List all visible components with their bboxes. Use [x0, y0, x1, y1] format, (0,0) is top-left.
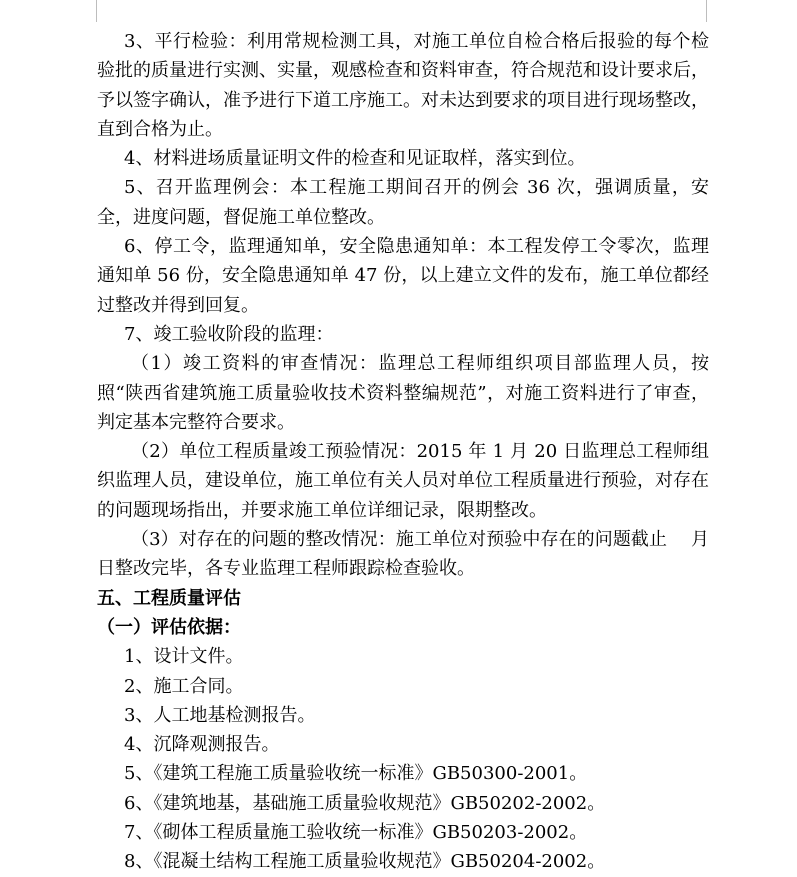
list-item: 1、设计文件。 — [124, 646, 244, 668]
paragraph-completion-documents-review: （1）竣工资料的审查情况：监理总工程师组织项目部监理人员，按照“陕西省建筑施工质量验收技术资料整编规范”，对施工资料进行了审查，判定基本完整符合要求。 — [97, 353, 709, 433]
list-item: 6、《建筑地基，基础施工质量验收规范》GB50202-2002。 — [124, 792, 606, 814]
paragraph-supervision-meetings: 5、召开监理例会：本工程施工期间召开的例会 36 次，强调质量，安全，进度问题，督促施工单位整改。 — [97, 177, 709, 228]
paragraph-stop-work-orders: 6、停工令，监理通知单，安全隐患通知单：本工程发停工令零次，监理通知单 56 份，安全隐患通知单 47 份，以上建立文件的发布，施工单位都经过整改并得到回复。 — [97, 236, 709, 316]
list-item: 8、《混凝土结构工程施工质量验收规范》GB50204-2002。 — [124, 851, 606, 873]
list-item: 2、施工合同。 — [124, 675, 244, 697]
paragraph-completion-acceptance: 7、竣工验收阶段的监理： — [124, 323, 334, 345]
paragraph-material-inspection: 4、材料进场质量证明文件的检查和见证取样，落实到位。 — [124, 148, 586, 170]
list-item: 4、沉降观测报告。 — [124, 734, 280, 756]
basis-list — [97, 642, 709, 876]
list-item: 7、《砌体工程质量施工验收统一标准》GB50203-2002。 — [124, 822, 588, 844]
document-page — [97, 27, 727, 877]
section-subheading: （一）评估依据： — [97, 616, 241, 638]
page-corner-mark-left — [96, 0, 97, 22]
section-heading: 五、工程质量评估 — [97, 587, 241, 609]
paragraph-pre-acceptance: （2）单位工程质量竣工预验情况：2015 年 1 月 20 日监理总工程师组织监理人员，建设单位，施工单位有关人员对单位工程质量进行预验，对存在的问题现场指出，并要求施工单位详细记录，限期整改。 — [97, 441, 709, 521]
paragraph-rectification: （3）对存在的问题的整改情况：施工单位对预验中存在的问题截止 月 日整改完毕，各专业监理工程师跟踪检查验收。 — [97, 529, 727, 580]
page-corner-mark-right — [706, 0, 707, 22]
list-item: 5、《建筑工程施工质量验收统一标准》GB50300-2001。 — [124, 763, 588, 785]
list-item: 3、人工地基检测报告。 — [124, 704, 316, 726]
paragraph-parallel-inspection: 3、平行检验：利用常规检测工具，对施工单位自检合格后报验的每个检验批的质量进行实测、实量，观感检查和资料审查，符合规范和设计要求后，予以签字确认，准予进行下道工序施工。对未达到要求的项目进行现场整改，直到合格为止。 — [97, 31, 709, 140]
